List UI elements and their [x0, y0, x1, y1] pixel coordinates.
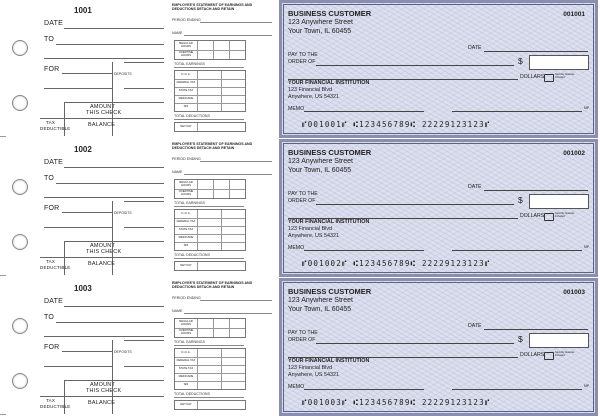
customer-address-line2: Your Town, IL 60455: [288, 28, 352, 35]
stub-to-label: TO: [44, 36, 54, 43]
stub-divider: [112, 340, 113, 380]
total-earnings-label: TOTAL EARNINGS: [174, 62, 205, 66]
deductions-grid[interactable]: F.I.C.A. FEDERAL TAX STATE TAX MEDICARE SDI: [174, 209, 246, 251]
customer-name: BUSINESS CUSTOMER: [288, 148, 372, 157]
memo-label: MEMO: [288, 384, 305, 390]
total-earnings-label: TOTAL EARNINGS: [174, 201, 205, 205]
payee-line[interactable]: [316, 343, 514, 344]
memo-label: MEMO: [288, 245, 305, 251]
dollars-label: DOLLARS: [520, 213, 545, 219]
stub-to-line-2[interactable]: [44, 336, 164, 337]
perforation-mark: [0, 414, 6, 415]
date-line[interactable]: [484, 51, 588, 52]
net-pay-box[interactable]: NET PAY: [174, 261, 246, 271]
stub-balance-label: BALANCE: [88, 122, 116, 128]
total-deductions-line[interactable]: [174, 258, 244, 259]
check: [279, 278, 598, 416]
stub-deductible-label: DEDUCTIBLE: [40, 126, 71, 131]
dollars-label: DOLLARS: [520, 352, 545, 358]
bank-address-line2: Anywhere, US 54321: [288, 372, 339, 378]
stub-for-line-2[interactable]: [44, 88, 112, 89]
earnings-statement: [170, 278, 276, 416]
statement-header: EMPLOYEE'S STATEMENT OF EARNINGS AND DEDUCTIONS DETACH AND RETAIN: [172, 142, 253, 150]
stub-check-number: 1002: [74, 145, 92, 154]
stub-amount-top-line: [64, 102, 164, 103]
stub-deposits-line[interactable]: [124, 340, 164, 341]
dollar-sign: $: [518, 56, 523, 66]
earnings-statement: [170, 139, 276, 277]
name-label: NAME: [172, 309, 183, 313]
period-ending-label: PERIOD ENDING: [172, 296, 201, 300]
dollar-sign: $: [518, 334, 523, 344]
order-of-label: ORDER OF: [288, 198, 316, 204]
pay-to-label: PAY TO THE: [288, 52, 318, 58]
check-stub: [40, 0, 166, 138]
customer-address-line2: Your Town, IL 60455: [288, 167, 352, 174]
stub-deposits-label: DEPOSITS: [114, 350, 132, 354]
punch-hole-icon: [12, 234, 28, 250]
stub-to-line[interactable]: [56, 183, 164, 184]
stub-check-number: 1003: [74, 284, 92, 293]
hours-grid[interactable]: REGULAR HOURS OVERTIME HOURS: [174, 318, 246, 338]
total-earnings-line[interactable]: [174, 345, 244, 346]
punch-hole-icon: [12, 179, 28, 195]
total-earnings-line[interactable]: [174, 67, 244, 68]
stub-date-line[interactable]: [64, 28, 164, 29]
stub-date-line[interactable]: [64, 167, 164, 168]
stub-amount-label: AMOUNT: [90, 243, 116, 249]
signature-line[interactable]: [452, 250, 582, 251]
lock-icon: [544, 213, 554, 221]
bank-address-line2: Anywhere, US 54321: [288, 94, 339, 100]
lock-icon: [544, 352, 554, 360]
stub-for-line[interactable]: [62, 73, 112, 74]
name-line[interactable]: [184, 313, 272, 314]
name-line[interactable]: [184, 35, 272, 36]
stub-deposits-line[interactable]: [124, 62, 164, 63]
stub-balance-line: [40, 396, 164, 397]
hours-grid[interactable]: REGULAR HOURS OVERTIME HOURS: [174, 179, 246, 199]
perforation-mark: [0, 136, 6, 137]
date-label: DATE: [468, 323, 482, 329]
net-pay-box[interactable]: NET PAY: [174, 122, 246, 132]
check-set: [0, 139, 600, 277]
customer-name: BUSINESS CUSTOMER: [288, 9, 372, 18]
period-ending-label: PERIOD ENDING: [172, 18, 201, 22]
stub-deposits-label: DEPOSITS: [114, 211, 132, 215]
check-number: 001001: [563, 11, 585, 18]
stub-date-label: DATE: [44, 298, 63, 305]
stub-for-label: FOR: [44, 205, 60, 212]
stub-deposits-line[interactable]: [124, 201, 164, 202]
stub-divider: [112, 62, 113, 102]
punch-hole-icon: [12, 40, 28, 56]
stub-deductible-label: DEDUCTIBLE: [40, 265, 71, 270]
bank-address-line1: 123 Financial Blvd: [288, 87, 333, 93]
total-earnings-line[interactable]: [174, 206, 244, 207]
customer-address-line1: 123 Anywhere Street: [288, 158, 353, 165]
memo-label: MEMO: [288, 106, 305, 112]
date-label: DATE: [468, 184, 482, 190]
period-ending-line[interactable]: [200, 300, 272, 301]
stub-divider: [112, 241, 113, 275]
stub-for-line-2[interactable]: [44, 227, 112, 228]
punch-hole-icon: [12, 318, 28, 334]
stub-deposits-line-2[interactable]: [124, 88, 164, 89]
stub-date-label: DATE: [44, 159, 63, 166]
stub-tax-label: TAX: [46, 259, 56, 264]
order-of-label: ORDER OF: [288, 59, 316, 65]
order-of-label: ORDER OF: [288, 337, 316, 343]
customer-address-line2: Your Town, IL 60455: [288, 306, 352, 313]
signature-line[interactable]: [452, 111, 582, 112]
total-earnings-label: TOTAL EARNINGS: [174, 340, 205, 344]
earnings-statement: [170, 0, 276, 138]
stub-divider: [112, 201, 113, 241]
stub-divider: [112, 380, 113, 414]
stub-this-check-label: THIS CHECK: [86, 249, 122, 255]
stub-balance-line: [40, 257, 164, 258]
check-set: [0, 0, 600, 138]
mp-label: MP: [584, 245, 590, 249]
customer-address-line1: 123 Anywhere Street: [288, 19, 353, 26]
bank-address-line1: 123 Financial Blvd: [288, 226, 333, 232]
stub-for-line[interactable]: [62, 351, 112, 352]
pay-to-label: PAY TO THE: [288, 330, 318, 336]
hours-grid[interactable]: REGULAR HOURS OVERTIME HOURS: [174, 40, 246, 60]
memo-line[interactable]: [304, 111, 424, 112]
stub-to-line-2[interactable]: [44, 58, 164, 59]
stub-this-check-label: THIS CHECK: [86, 110, 122, 116]
check: [279, 0, 598, 138]
check-stub: [40, 278, 166, 416]
security-text: Security features included: [555, 73, 575, 79]
amount-box[interactable]: [529, 333, 589, 348]
payee-line[interactable]: [316, 204, 514, 205]
stub-tax-label: TAX: [46, 398, 56, 403]
lock-icon: [544, 74, 554, 82]
stub-balance-label: BALANCE: [88, 261, 116, 267]
period-ending-line[interactable]: [200, 22, 272, 23]
stub-date-line[interactable]: [64, 306, 164, 307]
pay-to-label: PAY TO THE: [288, 191, 318, 197]
stub-to-line-2[interactable]: [44, 197, 164, 198]
stub-date-label: DATE: [44, 20, 63, 27]
check-number: 001003: [563, 289, 585, 296]
bank-address-line1: 123 Financial Blvd: [288, 365, 333, 371]
total-deductions-line[interactable]: [174, 119, 244, 120]
check-set: [0, 278, 600, 416]
date-label: DATE: [468, 45, 482, 51]
mp-label: MP: [584, 106, 590, 110]
stub-divider: [112, 102, 113, 136]
name-label: NAME: [172, 170, 183, 174]
stub-deposits-label: DEPOSITS: [114, 72, 132, 76]
dollars-label: DOLLARS: [520, 74, 545, 80]
perforation-mark: [0, 275, 6, 276]
customer-name: BUSINESS CUSTOMER: [288, 287, 372, 296]
check: [279, 139, 598, 277]
security-text: Security features included: [555, 351, 575, 357]
micr-line: ⑈001001⑈ ⑆123456789⑆ 22229123123⑈: [302, 120, 491, 129]
date-line[interactable]: [484, 329, 588, 330]
stub-to-line[interactable]: [56, 322, 164, 323]
statement-header: EMPLOYEE'S STATEMENT OF EARNINGS AND DEDUCTIONS DETACH AND RETAIN: [172, 3, 253, 11]
check-stub: [40, 139, 166, 277]
stub-deposits-line-2[interactable]: [124, 227, 164, 228]
stub-for-label: FOR: [44, 344, 60, 351]
stub-tax-label: TAX: [46, 120, 56, 125]
total-deductions-line[interactable]: [174, 397, 244, 398]
stub-deposits-line-2[interactable]: [124, 366, 164, 367]
memo-line[interactable]: [304, 250, 424, 251]
stub-amount-label: AMOUNT: [90, 104, 116, 110]
stub-amount-top-line: [64, 380, 164, 381]
bank-name: YOUR FINANCIAL INSTITUTION: [288, 80, 370, 86]
deductions-grid[interactable]: F.I.C.A. FEDERAL TAX STATE TAX MEDICARE SDI: [174, 70, 246, 112]
signature-line[interactable]: [452, 389, 582, 390]
period-ending-line[interactable]: [200, 161, 272, 162]
amount-box[interactable]: [529, 194, 589, 209]
dollar-sign: $: [518, 195, 523, 205]
stub-balance-line: [40, 118, 164, 119]
total-deductions-label: TOTAL DEDUCTIONS: [174, 253, 210, 257]
stub-balance-label: BALANCE: [88, 400, 116, 406]
punch-hole-icon: [12, 95, 28, 111]
bank-name: YOUR FINANCIAL INSTITUTION: [288, 358, 370, 364]
stub-to-line[interactable]: [56, 44, 164, 45]
bank-address-line2: Anywhere, US 54321: [288, 233, 339, 239]
punch-hole-icon: [12, 373, 28, 389]
stub-this-check-label: THIS CHECK: [86, 388, 122, 394]
deductions-grid[interactable]: F.I.C.A. FEDERAL TAX STATE TAX MEDICARE SDI: [174, 348, 246, 390]
stub-to-label: TO: [44, 314, 54, 321]
stub-check-number: 1001: [74, 6, 92, 15]
payee-line[interactable]: [316, 65, 514, 66]
amount-box[interactable]: [529, 55, 589, 70]
statement-header: EMPLOYEE'S STATEMENT OF EARNINGS AND DEDUCTIONS DETACH AND RETAIN: [172, 281, 253, 289]
stub-for-line-2[interactable]: [44, 366, 112, 367]
stub-amount-label: AMOUNT: [90, 382, 116, 388]
stub-amount-top-line: [64, 241, 164, 242]
total-deductions-label: TOTAL DEDUCTIONS: [174, 114, 210, 118]
net-pay-box[interactable]: NET PAY: [174, 400, 246, 410]
customer-address-line1: 123 Anywhere Street: [288, 297, 353, 304]
stub-for-line[interactable]: [62, 212, 112, 213]
total-deductions-label: TOTAL DEDUCTIONS: [174, 392, 210, 396]
micr-line: ⑈001003⑈ ⑆123456789⑆ 22229123123⑈: [302, 398, 491, 407]
bank-name: YOUR FINANCIAL INSTITUTION: [288, 219, 370, 225]
stub-deductible-label: DEDUCTIBLE: [40, 404, 71, 409]
memo-line[interactable]: [304, 389, 424, 390]
security-text: Security features included: [555, 212, 575, 218]
stub-to-label: TO: [44, 175, 54, 182]
check-number: 001002: [563, 150, 585, 157]
name-label: NAME: [172, 31, 183, 35]
date-line[interactable]: [484, 190, 588, 191]
micr-line: ⑈001002⑈ ⑆123456789⑆ 22229123123⑈: [302, 259, 491, 268]
period-ending-label: PERIOD ENDING: [172, 157, 201, 161]
mp-label: MP: [584, 384, 590, 388]
stub-for-label: FOR: [44, 66, 60, 73]
name-line[interactable]: [184, 174, 272, 175]
